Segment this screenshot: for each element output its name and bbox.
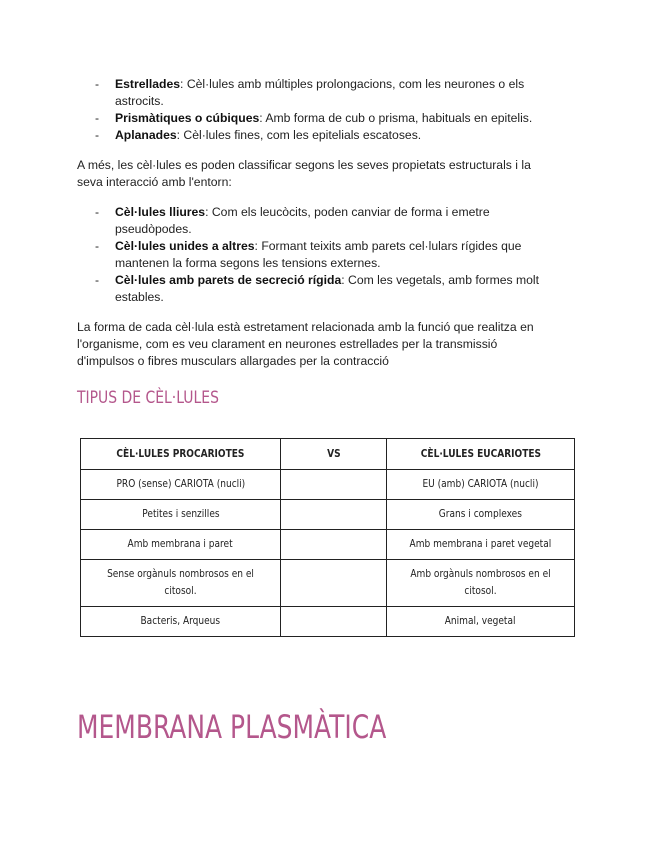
table-cell: PRO (sense) CARIOTA (nucli) xyxy=(81,470,281,500)
table-cell: Amb orgànuls nombrosos en el citosol. xyxy=(387,560,575,607)
paragraph-classification: A més, les cèl·lules es poden classificar segons les seves propietats estructurals i la seva interacció amb l'entorn: xyxy=(77,158,531,189)
table-cell xyxy=(281,607,387,637)
list-item: - Prismàtiques o cúbiques: Amb forma de cub o prisma, habituals en epitelis. xyxy=(95,111,533,125)
table-header: CÈL·LULES EUCARIOTES xyxy=(387,439,575,470)
membrane-heading: MEMBRANA PLASMÀTICA xyxy=(77,708,387,746)
list-item: - Cèl·lules amb parets de secreció rígida: Com les vegetals, amb formes molt estables. xyxy=(95,273,540,304)
table-cell: Grans i complexes xyxy=(387,500,575,530)
cell-types-table xyxy=(80,438,575,637)
list-item: - Cèl·lules unides a altres: Formant teixits amb parets cel·lulars rígides que mantenen la forma segons les tensions externes. xyxy=(95,239,522,270)
table-cell: EU (amb) CARIOTA (nucli) xyxy=(387,470,575,500)
list-item: - Cèl·lules lliures: Com els leucòcits, poden canviar de forma i emetre pseudòpodes. xyxy=(95,205,490,236)
list-item: - Estrellades: Cèl·lules amb múltiples prolongacions, com les neurones o els astrocits. xyxy=(95,77,525,108)
table-cell: Animal, vegetal xyxy=(387,607,575,637)
table-cell xyxy=(281,530,387,560)
table-cell: Petites i senzilles xyxy=(81,500,281,530)
table-cell: Amb membrana i paret vegetal xyxy=(387,530,575,560)
table-row xyxy=(81,560,575,607)
table-row xyxy=(81,530,575,560)
table-cell xyxy=(281,560,387,607)
section-title: TIPUS DE CÈL·LULES xyxy=(77,388,219,408)
list-item: - Aplanades: Cèl·lules fines, com les epitelials escatoses. xyxy=(95,128,422,142)
structure-list xyxy=(95,204,575,306)
table-header: VS xyxy=(281,439,387,470)
paragraph-form-function: La forma de cada cèl·lula està estretament relacionada amb la funció que realitza en l'organisme, com es veu clarament en neurones estrellades per la transmissió d'impulsos o fibres musculars allargades per la contracció xyxy=(77,320,534,368)
table-cell: Sense orgànuls nombrosos en el citosol. xyxy=(81,560,281,607)
shape-list xyxy=(95,76,575,144)
table-row xyxy=(81,607,575,637)
table-row xyxy=(81,470,575,500)
table-cell xyxy=(281,500,387,530)
table-header-row xyxy=(81,439,575,470)
table-cell xyxy=(281,470,387,500)
table-cell: Amb membrana i paret xyxy=(81,530,281,560)
table-header: CÈL·LULES PROCARIOTES xyxy=(81,439,281,470)
table-row xyxy=(81,500,575,530)
table-cell: Bacteris, Arqueus xyxy=(81,607,281,637)
